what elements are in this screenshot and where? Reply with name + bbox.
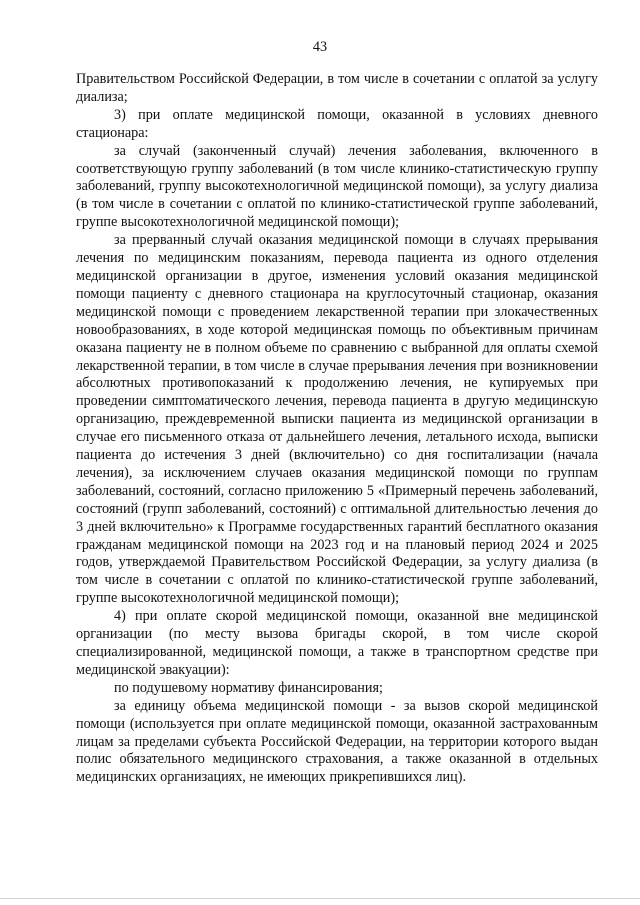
document-body [76,71,598,787]
paragraph-day-hospital-heading: 3) при оплате медицинской помощи, оказанной в условиях дневного стационара: [76,106,598,141]
paragraph-continuation: Правительством Российской Федерации, в том числе в сочетании с оплатой за услугу диализа; [76,71,598,105]
paragraph-interrupted-case: за прерванный случай оказания медицинской помощи в случаях прерывания лечения по медицинским показаниям, перевода пациента из одного отделения медицинской организации в другое, изменения условий оказания медицинской помощи пациенту с дневного стационара на круглосуточный стационар, оказания медицинской помощи с проведением лекарственной терапии при злокачественных новообразованиях, в ходе которой медицинская помощь по объективным причинам оказана пациенту не в полном объеме по сравнению с выбранной для оплаты схемой лекарственной терапии, в том числе в случае прерывания лечения при возникновении абсолютных противопоказаний к продолжению лечения, не купируемых при проведении симптоматического лечения, перевода пациента в другую медицинскую организацию, преждевременной выписки пациента из медицинской организации в случае его письменного отказа от дальнейшего лечения, летального исхода, выписки пациента до истечения 3 дней (включительно) со дня госпитализации (начала лечения), за исключением случаев оказания медицинской помощи по группам заболеваний, состояний, согласно приложению 5 «Примерный перечень заболеваний, состояний (групп заболеваний, состояний) с оптимальной длительностью лечения до 3 дней включительно» к Программе государственных гарантий бесплатного оказания гражданам медицинской помощи на 2023 год и на плановый период 2024 и 2025 годов, утверждаемой Правительством Российской Федерации, за услугу диализа (в том числе в сочетании с оплатой по клинико-статистической группе заболеваний, группе высокотехнологичной медицинской помощи); [76,232,598,607]
paragraph-per-capita: по подушевому нормативу финансирования; [114,679,383,696]
page-number: 43 [312,39,328,55]
paragraph-per-unit: за единицу объема медицинской помощи - за вызов скорой медицинской помощи (используется при оплате медицинской помощи, оказанной застрахованным лицам за пределами субъекта Российской Федерации, на территории которого выдан полис обязательного медицинского страхования, а также оказанной в отдельных медицинских организациях, не имеющих прикрепившихся лиц). [76,697,598,786]
paragraph-completed-case: за случай (законченный случай) лечения заболевания, включенного в соответствующую группу заболеваний (в том числе клинико-статистическую группу заболеваний, группу высокотехнологичной медицинской помощи), за услугу диализа (в том числе в сочетании с оплатой по клинико-статистической группе заболеваний, группе высокотехнологичной медицинской помощи); [76,142,598,231]
page-bottom-edge [0,898,640,899]
paragraph-emergency-care-heading: 4) при оплате скорой медицинской помощи, оказанной вне медицинской организации (по месту вызова бригады скорой, в том числе скорой специализированной, медицинской помощи, а также в транспортном средстве при медицинской эвакуации): [76,608,598,678]
